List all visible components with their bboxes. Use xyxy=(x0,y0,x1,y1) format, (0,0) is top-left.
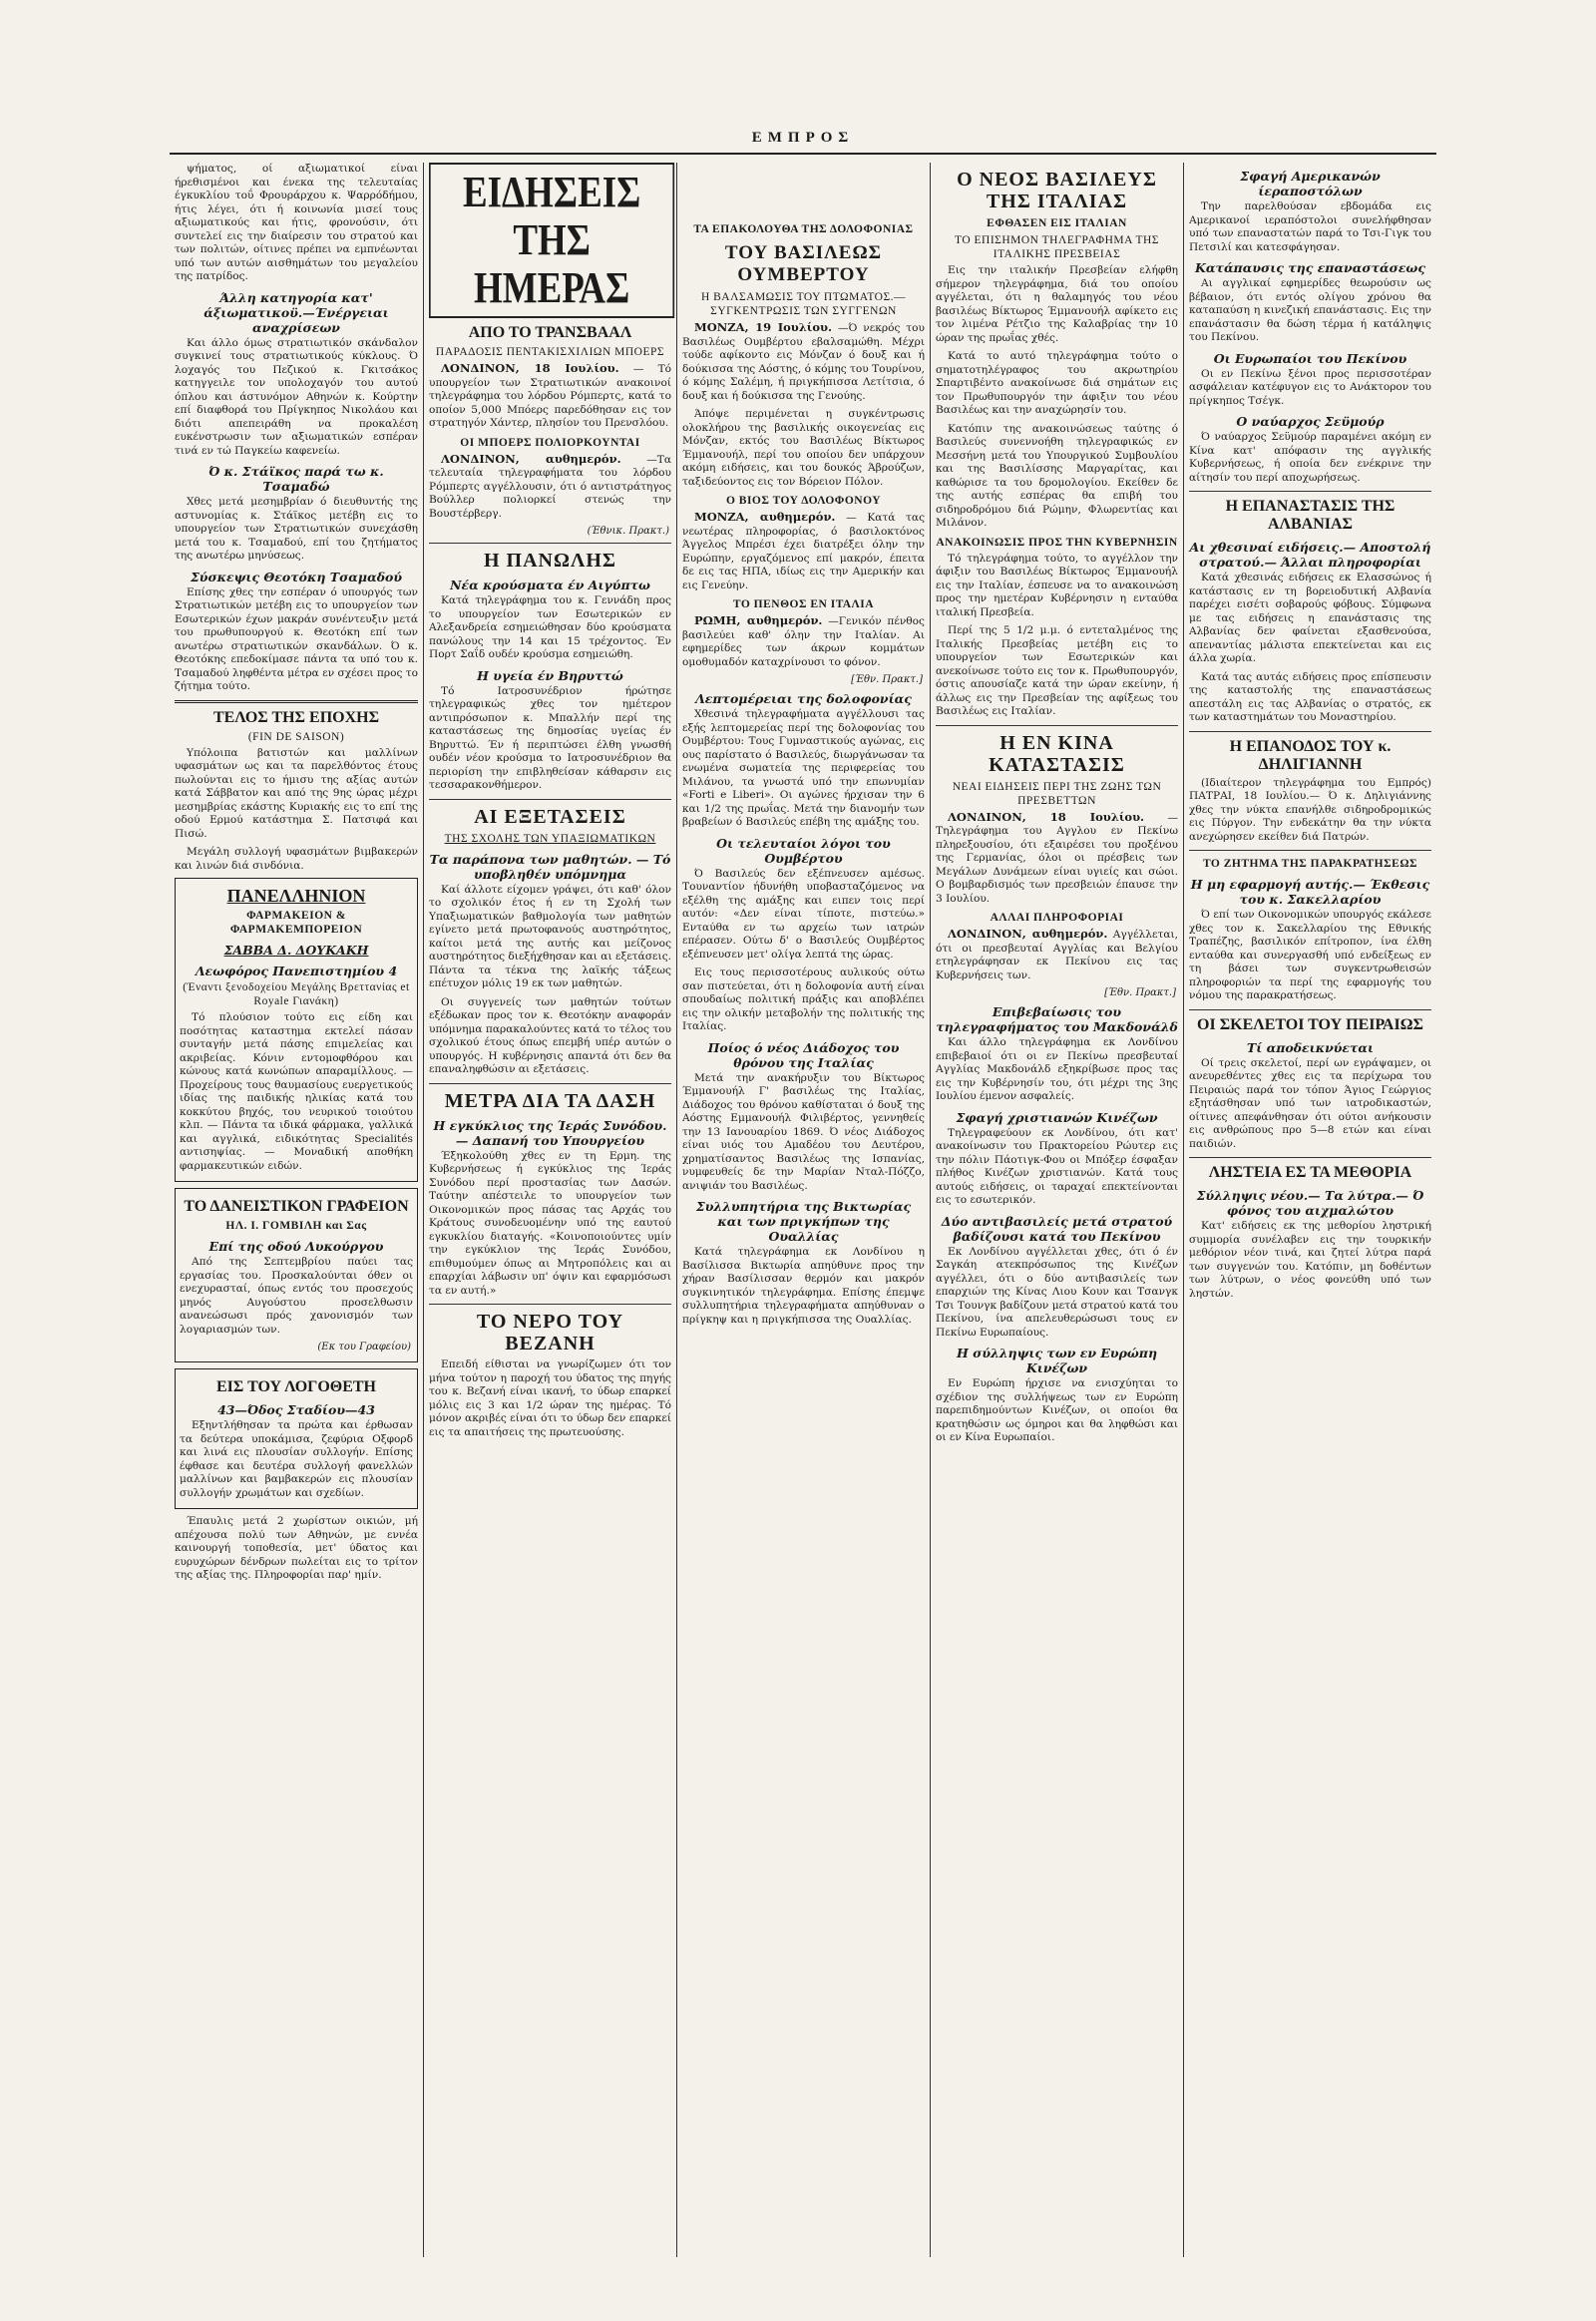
article-text: Εις τους περισσοτέρους αυλικούς ούτω σαν πιστεύεται, ότι η δολοφονία αυτή είναι σπουδαίως πολιτική πράξις και αποβλέπει εις την ολικήν μεταβολήν της πολιτικής της Ιταλίας. xyxy=(682,967,925,1032)
ad-text: Από της Σεπτεμβρίου παύει τας εργασίας του. Προσκαλούνται όθεν οι ενεχυρασταί, όπως εντός του προσεχούς μηνός Αυγούστου προσελθωσιν ανανεώσωσι πρός χανονισμόν των λογαριασμών των. xyxy=(180,1256,413,1336)
divider xyxy=(1189,1009,1431,1010)
article-text: Αι αγγλικαί εφημερίδες θεωρούσιν ως βέβαιον, ότι εντός ολίγου χρόνου θα καταπαύση η κινεζική επανάστασις. Εις την επανάστασιν θα δώση τέρμα ή κατάληψις του Πεκίνου. xyxy=(1189,277,1431,343)
subheadline: ΠΑΡΑΔΟΣΙΣ ΠΕΝΤΑΚΙΣΧΙΛΙΩΝ ΜΠΟΕΡΣ xyxy=(435,346,665,358)
article-text: Οί τρεις σκελετοί, περί ων εγράψαμεν, οι ανευρεθέντες χθες εις τα περίχωρα του Πειραιώς παρά τον τόπον Άγιος Γεώργιος εξητάσθησαν υπό των ιατροδικαστών, οίτινες απεφάνθησαν ότι ούτοι ανήκουσιν εις ανθρώπους προ 5—8 ετών και είναι παιδιών. xyxy=(1189,1056,1431,1150)
subheadline: Η υγεία έν Βηρυττώ xyxy=(477,667,623,683)
subheadline: Τα παράπονα των μαθητών. — Τό υποβληθέν υπόμνημα xyxy=(429,851,671,882)
banner-spacer xyxy=(682,163,925,220)
headline: ΟΙ ΣΚΕΛΕΤΟΙ ΤΟΥ ΠΕΙΡΑΙΩΣ xyxy=(1197,1015,1423,1033)
subheadline: Σφαγή χριστιανών Κινέζων xyxy=(956,1109,1158,1125)
subheadline: Η σύλληψις των εν Ευρώπη Κινέζων xyxy=(956,1346,1158,1375)
article-text: (Ιδιαίτερον τηλεγράφημα του Εμπρός) ΠΑΤΡΑΙ, 18 Ιουλίου.— Ό κ. Δηλιγιάννης χθες την νύκτα επανήλθε σιδηροδρομικώς εις Πύργον. Την ενδεκάτην θα την νύκτα ανεχώρησεν εκείθεν διά Πατρών. xyxy=(1189,776,1431,843)
column-4 xyxy=(930,163,1183,2257)
divider xyxy=(175,700,418,703)
headline: ΑΙ ΕΞΕΤΑΣΕΙΣ xyxy=(474,805,626,828)
article-text: Κατά τηλεγράφημα εκ Λονδίνου η Βασίλισσα Βικτωρία απηύθυνε προς την χήραν Βασίλισσαν θερμόν και μακρόν συγκινητικόν τηλεγράφημα. Επίσης έπεμψε συλλυπητήρια τηλεγραφήματα απηύθυναν ο πρίγκηψ και η πριγκήπισσα της Ουαλλίας. xyxy=(682,1246,925,1326)
headline: Σύσκεψις Θεοτόκη Τσαμαδού xyxy=(190,569,403,584)
dateline: ΛΟΝΔΙΝΟΝ, 18 Ιουλίου. xyxy=(948,809,1145,824)
subheadline: ΝΕΑΙ ΕΙΔΗΣΕΙΣ ΠΕΡΙ ΤΗΣ ΖΩΗΣ ΤΩΝ ΠΡΕΣΒΕΤΤΩΝ xyxy=(952,780,1162,807)
column-2 xyxy=(423,163,676,2257)
subheadline: Σφαγή Αμερικανών ίεραποστόλων xyxy=(1240,169,1381,198)
headline: Η ΕΠΑΝΑΣΤΑΣΙΣ ΤΗΣ ΑΛΒΑΝΙΑΣ xyxy=(1225,498,1396,533)
headline: Η ΠΑΝΩΛΗΣ xyxy=(484,550,616,572)
subheadline: ΤΟ ΕΠΙΣΗΜΟΝ ΤΗΛΕΓΡΑΦΗΜΑ ΤΗΣ ΙΤΑΛΙΚΗΣ ΠΡΕΣΒΕΙΑΣ xyxy=(955,234,1159,260)
headline: ΑΠΟ ΤΟ ΤΡΑΝΣΒΑΑΛ xyxy=(468,324,632,341)
advertisement-loan-office xyxy=(175,1188,418,1362)
article-text: Άπόψε περιμένεται η συγκέντρωσις ολοκλήρου της βασιλικής οικογενείας εις Μόνζαν, εκτός του Βασιλέως Βίκτωρος Έμμανουήλ, περί του οποίου δεν υπάρχουν ακόμη ειδήσεις, και του δουκός Άβρούζων, ταξιδεύοντος εις τον Βόρειον Πόλον. xyxy=(682,408,925,488)
column-3 xyxy=(676,163,930,2257)
subheadline: Συλλυπητήρια της Βικτωρίας και των πριγκήπων της Ουαλλίας xyxy=(695,1199,912,1244)
ad-address: Επί της οδού Λυκούργου xyxy=(208,1239,384,1254)
headline: Η ΕΠΑΝΟΔΟΣ ΤΟΥ κ. ΔΗΛΙΓΙΑΝΝΗ xyxy=(1229,737,1392,773)
ad-address-note: (Έναντι ξενοδοχείου Μεγάλης Βρεττανίας et Royale Γιανάκη) xyxy=(183,981,410,1007)
subheadline: Επιβεβαίωσις του τηλεγραφήματος του Μακδονάλδ xyxy=(936,1004,1178,1034)
ad-name: ΗΛ. Ι. ΓΟΜΒΙΛΗ και Σας xyxy=(225,1220,367,1232)
article-text: Περί της 5 1/2 μ.μ. ό εντεταλμένος της Ιταλικής Πρεσβείας μετέβη εις το υπουργείον των Εσωτερικών και ανεκοίνωσε τούτο εις τον κ. Πρωθυπουργόν, όστις απουσίαζε κατά την ώραν εκείνην, ή άλλως εις την Πρεσβείαν της αφίξεως του Βασιλέως εις Ιταλίαν. xyxy=(936,624,1178,717)
newspaper-page xyxy=(170,130,1436,2274)
subheadline: Ποίος ό νέος Διάδοχος του θρόνου της Ιταλίας xyxy=(707,1039,900,1070)
article-text: Κατά χθεσινάς ειδήσεις εκ Ελασσώνος ή κατάστασις εν τη βορειοδυτική Αλβανία παρέχει εισέτι σοβαρούς φόβους. Σύμφωνα με τας ειδήσεις η επανάστασις της Αλβανίας δεν φαίνεται εξασθενούσα, απεναντίας μάλιστα επεκτείνεται και εις άλλα χωρία. xyxy=(1189,572,1431,664)
ad-address: 43—Όδος Σταδίου—43 xyxy=(217,1402,375,1417)
ad-title: ΠΑΝΕΛΛΗΝΙΟΝ xyxy=(226,886,366,906)
columns xyxy=(170,163,1436,2257)
subheadline: ΑΝΑΚΟΙΝΩΣΙΣ ΠΡΟΣ ΤΗΝ ΚΥΒΕΡΝΗΣΙΝ xyxy=(936,536,1178,549)
article-text: Επειδή είθισται να γνωρίζωμεν ότι τον μήνα τούτον η παροχή του ύδατος της πηγής του κ. Βεζανή είναι ικανή, το ύδωρ επαρκεί μόλις εις 3 και 1/2 ώραν της ημέρας. Τό μόνον ακριβές είναι ότι το ύδωρ δεν επαρκεί εις τα απαιτήσεις της πρωτευούσης. xyxy=(429,1358,671,1438)
divider xyxy=(1189,731,1431,732)
article-text: — Τό υπουργείον των Στρατιωτικών ανακοινοί τηλεγράφημα του λόρδου Ρόμπερτς, κατά το οποίον 5,000 Μπόερς παρεδόθησαν εις τον στρατηγόν Χάντερ, πλησίον του Πρενσλόου. xyxy=(429,363,672,429)
subheadline: ΕΦΘΑΣΕΝ ΕΙΣ ΙΤΑΛΙΑΝ xyxy=(987,217,1127,229)
divider xyxy=(936,725,1178,726)
dateline: ΛΟΝΔΙΝΟΝ, αυθημερόν. xyxy=(441,451,621,466)
divider xyxy=(1189,1157,1431,1158)
article-text: —Τα τελευταία τηλεγραφήματα του λόρδου Ρόμπερτς αγγέλλουσιν, ότι ό αντιστράτηγος Βούλλερ πολιορκεί στενώς την Βουστέρβεργ. xyxy=(429,453,672,520)
article-text: Κατά τηλεγράφημα του κ. Γεννάδη προς το υπουργείον των Εσωτερικών εν Αλεξανδρεία εσημειώθησαν δύο κρούσματα πανώλους την 14 και 15 τρέχοντος. Έν Πορτ Σαΐδ ουδέν κρούσμα εσημειώθη. xyxy=(429,594,671,660)
headline: ΤΟ ΝΕΡΟ ΤΟΥ ΒΕΖΑΝΗ xyxy=(476,1311,624,1354)
dateline: ΜΟΝΖΑ, αυθημερόν. xyxy=(694,510,836,524)
article-text: Και άλλο όμως στρατιωτικόν σκάνδαλον συγκινεί τους στρατιωτικούς κύκλους. Ό λοχαγός του Πεζικού κ. Γκιτσάκος κατηγγειλε τον υπολοχαγόν του αυτού όπλου και άστυνόμον Αθηνών κ. Κούρτην επί διαφθορά του Πρίγκηπος Νικολάου και διότι απεπειράθη να προκαλέση ευκένστρωσιν των αξιωματικών εσπέραν τινά εν τώ Παγκείω καφενείω. xyxy=(175,336,418,457)
subheadline: Ο ΒΙΟΣ ΤΟΥ ΔΟΛΟΦΟΝΟΥ xyxy=(725,495,882,507)
lead-text: ψήματος, οί αξιωματικοί είναι ήρεθισμένοι και ένεκα της τελευταίας έγκυκλίου τοΰ Φρουράρχου κ. Ψαρρόδήμου, ήτις λέγει, ότι ή κοινωνία μισεί τους αξιωματικούς και ήτις, φρονούσιν, ότι συντελεί εις την διαίρεσιν του στρατού και των πολιτών, οίτινες πρέπει να εμπνέωνται υπό των αυτών αισθημάτων του μεγαλείου της πατρίδος. xyxy=(175,163,418,282)
subheadline: ΑΛΛΑΙ ΠΛΗΡΟΦΟΡΙΑΙ xyxy=(990,912,1124,924)
advertisement-logothetis xyxy=(175,1368,418,1509)
subheadline: Ο ναύαρχος Σεϋμούρ xyxy=(1236,414,1385,429)
column-1 xyxy=(170,163,423,2257)
subheadline: Η εγκύκλιος της Ίεράς Συνόδου. — Δαπανή του Υπουργείου xyxy=(433,1117,667,1148)
article-text: Εις την ιταλικήν Πρεσβείαν ελήφθη σήμερον τηλεγράφημα, διά του οποίου αγγέλεται, ότι η θαλαμηγός του νέου βασιλέως Βίκτωρος Έμμανουήλ αφίκετο εις τον λιμένα Ρέτζιο της Καλαβρίας την 10 ώραν της πρωΐας χθές. xyxy=(936,264,1178,344)
subheadline: Λεπτομέρειαι της δολοφονίας xyxy=(695,691,912,706)
byline: [Έθν. Πρακτ.] xyxy=(851,674,923,685)
ad-subtitle: ΦΑΡΜΑΚΕΙΟΝ & ΦΑΡΜΑΚΕΜΠΟΡΕΙΟΝ xyxy=(229,910,363,936)
ad-address: Λεωφόρος Πανεπιστημίου 4 xyxy=(195,964,398,978)
divider xyxy=(1189,850,1431,851)
article-text: Κατά το αυτό τηλεγράφημα τούτο ο σηματοτηλέγραφος του ακρωτηρίου Σπαρτιβέντο ανακοίνωσε διά σημάτων εις τον Πρωθυπουργόν την άφιξιν του νέου Βασιλέως και την αναχώρησίν του. xyxy=(936,350,1178,416)
subheadline: Η μη εφαρμογή αυτής.— Έκθεσις του κ. Σακελλαρίου xyxy=(1190,877,1430,907)
article-text: Την παρελθούσαν εβδομάδα εις Αμερικανοί ιεραπόστολοι συνελήφθησαν υπό των επαναστατών παρά το Τσι-Γιγκ του Πετσιλί και κατεσφάγησαν. xyxy=(1189,200,1431,253)
article-text: Μετά την ανακήρυξιν του Βίκτωρος Έμμανουήλ Γ' βασιλέως της Ιταλίας, Διάδοχος του θρόνου καθίσταται ό δουξ της Αόστης Εμμανουήλ Φιλιβέρτος, γεννηθείς την 13 Ιανουαρίου 1869. Ό νέος Διάδοχος είναι υιός του Αμαδέου του Δευτέρου, χρηματίσαντος Βασιλέως της Ισπανίας, νυμφευθείς δε την Μαρίαν Νταλ-Πόζζο, ανιψιάν του Βασιλέως. xyxy=(682,1071,925,1192)
ad-text: Τό πλούσιον τούτο εις είδη και ποσότητας καταστημα εκτελεί πάσαν συνταγήν μετά πάσης επιμελείας και ακριβείας. Κόνιν εντομοφθόρου και κώνους κατά κωνώπων απαραμίλλους. — Προχείρους τους θαυμασίους ευεργετικούς ιδίας της παιδικής ηλικίας κατά του κοκκύτου βηχός, του νευρικού τοιούτου κλπ. — Πάντα τα ιδικά φάρμακα, γαλλικά και αγγλικά, ειδικότητας Specialités αντισηψίας. — Μοναδική αποθήκη φαρμακευτικών ειδών. xyxy=(180,1011,413,1172)
headline: ΤΟ ΖΗΤΗΜΑ ΤΗΣ ΠΑΡΑΚΡΑΤΗΣΕΩΣ xyxy=(1202,858,1418,870)
ad-text: Εξηντλήθησαν τα πρώτα και έρθωσαν τα δεύτερα υποκάμισα, ζεφύρια Οξφορδ και λινά εις πλουσίαν συλλογήν. Επίσης έφθασε και δευτέρα συλλογή φανελλών μαλλίνων και βαμβακερών εις πλουσίαν συλλογήν χρωμάτων και σχεδίων. xyxy=(180,1419,413,1499)
headline: Ο ΝΕΟΣ ΒΑΣΙΛΕΥΣ ΤΗΣ ΙΤΑΛΙΑΣ xyxy=(957,169,1157,212)
article-text: Κατ' ειδήσεις εκ της μεθορίου ληστρική συμμορία συνέλαβεν εις την τουρκικήν μεθόριον νέον τινά, και ζητεί λύτρα παρά των συγγενών του. Κατόπιν, μη δοθέντων των λύτρων, ο νέος φονεύθη υπό των ληστών. xyxy=(1189,1220,1431,1300)
article-text: Μεγάλη συλλογή υφασμάτων βιμβακερών και λινών διά σινδόνια. xyxy=(175,846,418,872)
section-banner: ΕΙΔΗΣΕΙΣ ΤΗΣ ΗΜΕΡΑΣ xyxy=(429,163,674,318)
subheadline: ΤΗΣ ΣΧΟΛΗΣ ΤΩΝ ΥΠΑΞΙΩΜΑΤΙΚΩΝ xyxy=(444,832,656,845)
article-text: —Γενικόν πένθος βασιλεύει καθ' όλην την Ιταλίαν. Αι εφημερίδες των άκρων κομμάτων ομοθυμαδόν καταχρίνουσι το φόνον. xyxy=(682,615,925,668)
dateline: ΜΟΝΖΑ, 19 Ιουλίου. xyxy=(694,320,833,334)
ad-text: Έπαυλις μετά 2 χωρίστων οικιών, μή απέχουσα πολύ των Αθηνών, με εννέα καινουργή τοποθεσία, μετ' ύδατος και ευρυχώρων δένδρων πωλείται εις το τρίτον της αξίας της. Πληροφορίαι παρ' ημίν. xyxy=(175,1515,418,1581)
divider xyxy=(429,1083,671,1084)
headline: Η ΕΝ ΚΙΝΑ ΚΑΤΑΣΤΑΣΙΣ xyxy=(989,731,1125,776)
article-text: Αγγέλλεται, ότι οι πρεσβευταί Αγγλίας και Βελγίου ετηλεγράφησαν εκ Πεκίνου εις τας Κυβερνήσεις των. xyxy=(936,929,1179,981)
ad-title: ΤΟ ΔΑΝΕΙΣΤΙΚΟΝ ΓΡΑΦΕΙΟΝ xyxy=(184,1198,409,1215)
headline: ΜΕΤΡΑ ΔΙΑ ΤΑ ΔΑΣΗ xyxy=(444,1089,656,1112)
article-text: Και άλλο τηλεγράφημα εκ Λονδίνου επιβεβαιοί ότι οι εν Πεκίνω πρεσβευταί Αγγλίας Μακδονάλδ εξηκρίβωσε προς τας εις την Κυβέρνησίν του, ότι μέχρι της 3ης Ιουλίου έμενον ασφαλείς. xyxy=(936,1036,1178,1102)
subheadline: (FIN DE SAISON) xyxy=(247,730,345,743)
byline: [Έθν. Πρακτ.] xyxy=(1104,987,1176,998)
subheadline: Οι τελευταίοι λόγοι του Ουμβέρτου xyxy=(716,835,891,866)
article-text: Τό τηλεγράφημα τούτο, το αγγέλλον την άφιξιν του Βασιλέως Βίκτωρος Έμμανουήλ εις την Ιταλίαν, έσπευσε να το ανακοινώση προς την ημετέραν Κυβέρνησιν η ενταύθα ιταλική Πρεσβεία. xyxy=(936,552,1178,618)
divider xyxy=(429,1304,671,1305)
ad-title: ΕΙΣ ΤΟΥ ΛΟΓΟΘΕΤΗ xyxy=(216,1378,376,1395)
article-text: Εκ Λονδίνου αγγέλλεται χθες, ότι ό έν Σαγκάη ατεκπρόσωπος της Κινέζων αγγέλλει, ότι ο δύο αντιβασιλείς των επαρχιών της Κίνας Λιου Κουν και Τσανγκ Τσι Τουνγκ βαδίζουν μετά στρατού κατά του Πεκίνου, ίνα απελευθερώσωσι τους εν Πεκίνω Ευρωπαίους. xyxy=(936,1245,1178,1339)
article-text: Εν Ευρώπη ήρχισε να ενισχύηται το σχέδιον της συλλήψεως των εν Ευρώπη παρεπιδημούντων Κινέζων, οι οποίοι θα κρατηθώσιν ως όμηροι και θα ληφθώσι και οι εν Κίνα Ευρωπαίοι. xyxy=(936,1377,1178,1443)
article-text: Κατά τας αυτάς ειδήσεις προς επίσπευσιν της καταστολής της επαναστάσεως απεστάλη εις τας Αλβανίας ο στρατός, εκ των καταστημάτων του Μοναστηρίου. xyxy=(1189,670,1431,723)
article-text: Τηλεγραφεύουν εκ Λονδίνου, ότι κατ' ανακοίνωσιν του Πρακτορείου Ρώυτερ εις την πόλιν Πάοτιγκ-Φου οι Μπόξερ έσφαξαν πλήθος Κινέζων χριστιανών. Κατά τους αυτούς ειδήσεις, οι ταραχαί επεκτείνονται εις το εσωτερικόν. xyxy=(936,1126,1178,1206)
headline: ΛΗΣΤΕΙΑ ΕΣ ΤΑ ΜΕΘΟΡΙΑ xyxy=(1208,1164,1412,1181)
subheadline: Οι Ευρωπαίοι του Πεκίνου xyxy=(1213,350,1407,366)
article-text: Χθεσινά τηλεγραφήματα αγγέλλουσι τας εξής λεπτομερείας περί της δολοφονίας του Ουμβέρτου: Τους Γυμναστικούς αγώνας, εις ους παρίστατο ό Βασιλεύς, διωργάνωσαν τα ενωμένα σωματεία της περιφερείας του Μιλάνου, τα γνωστά υπό την επωνυμίαν «Forti e Liberi». Οι αγώνες ήρχισαν την 6 και 1/2 της πρωΐας. Μετά την διανομήν των βραβείων ό Βασιλεύς επέβη της αμάξης του. xyxy=(682,708,925,828)
advertisement-pharmacy xyxy=(175,878,418,1182)
ad-name: ΣΑΒΒΑ Δ. ΔΟΥΚΑΚΗ xyxy=(223,943,369,958)
subheadline: ΤΟ ΠΕΝΘΟΣ ΕΝ ΙΤΑΛΙΑ xyxy=(732,598,875,610)
article-text: Καί άλλοτε είχομεν γράψει, ότι καθ' όλον το σχολικόν έτος ή εν τη Σχολή των Υπαξιωματικών βαθμολογία των μαθητών εγίνετο μετά πρωτοφανούς αυστηρότητος, καίτοι μετά της αυτής και μείζονος αυστηρότητος διεξήχθησαν και αι εξετάσεις. Πάντα τα τέκνα της λαϊκής τάξεως επέτυχον μόλις 19 εκ των μαθητών. xyxy=(429,883,671,989)
ad-byline: (Εκ του Γραφείου) xyxy=(317,1342,411,1353)
article-text: — Κατά τας νεωτέρας πληροφορίας, ό βασιλοκτόνος Άγγελος Μπρέσι έχει διατρέξει όλην την Ευρώπην, εργαζόμενος επί μακρόν, έπειτα δε εις τας ΗΠΑ, ιδίως εις την Αμερικήν και εις Γενεύην. xyxy=(682,512,926,591)
subheadline: Νέα κρούσματα έν Αιγύπτω xyxy=(450,578,650,592)
column-5 xyxy=(1183,163,1436,2257)
dateline: ΛΟΝΔΙΝΟΝ, 18 Ιουλίου. xyxy=(441,361,619,375)
article-text: Χθες μετά μεσημβρίαν ό διευθυντής της αστυνομίας κ. Στάϊκος μετέβη εις το υπουργείον των Στρατιωτικών συνεχάσθη μετά του κ. Τσαμαδού, επί του ζητήματος της ανωτέρω μηνύσεως. xyxy=(175,496,418,562)
article-text: Επίσης χθες την εσπέραν ό υπουργός των Στρατιωτικών μετέβη εις το υπουργείον των Εσωτερικών έχων μακράν συνέντευξιν μετά του πρωθυπουργού κ. Θεοτόκη επί των ανωτέρω στρατιωτικών σκανδάλων. Ό κ. Θεοτόκης επεδοκίμασε πάντα τα υπό του κ. Τσαμαδού ληφθέντα μέτρα εν σχέσει προς το ζήτημα τούτο. xyxy=(175,585,418,692)
dateline: ΛΟΝΔΙΝΟΝ, αυθημερόν. xyxy=(948,927,1108,941)
subheadline: Τί αποδεικνύεται xyxy=(1246,1039,1375,1055)
article-text: Ό επί των Οικονομικών υπουργός εκάλεσε χθες τον κ. Σακελλαρίου της Εθνικής Τραπέζης, βασιλικόν επίτροπον, ίνα έλθη ενταύθα και συνεργασθή υπό ενδείξεως εν τη βάσει των συγκεντρωθεισών πληροφοριών τα περί της εφαρμογής του νόμου της παρακρατήσεως. xyxy=(1189,909,1431,1001)
article-text: — Τηλεγράφημα του Αγγλου εν Πεκίνω πληρεξουσίου, ότι εξαιρέσει του προξένου της Γερμανίας, όλοι οι πρέσβεις των Μεγάλων Δυνάμεων είναι υγιείς και σώοι. Ο βομβαρδισμός των πρεσβειών έπαυσε την 3 Ιουλίου. xyxy=(936,811,1178,905)
subheadline: Σύλληψις νέου.— Τα λύτρα.— Ό φόνος του αιχμαλώτου xyxy=(1196,1188,1424,1218)
subheadline: Δύο αντιβασιλείς μετά στρατού βαδίζουσι κατά του Πεκίνου xyxy=(941,1213,1173,1244)
subheadline: Αι χθεσιναί ειδήσεις.— Αποστολή στρατού.— Άλλαι πληροφορίαι xyxy=(1189,540,1431,570)
article-text: Οι συγγενείς των μαθητών τούτων εξέδωκαν προς τον κ. Θεοτόκην αναφοράν υπόμνημα παρακαλούντες κατά το τέλος του σχολικού έτους όπως επεμβή υπέρ αυτών ο υπουργός. Η κυβέρνησις απαντά ότι δεν θα επαναληφθώσιν αι εξετάσεις. xyxy=(429,995,671,1075)
byline: (Έθνικ. Πρακτ.) xyxy=(587,526,669,537)
divider xyxy=(429,543,671,544)
article-text: Ό Βασιλεύς δεν εξέπνευσεν αμέσως. Τουναντίον ήδυνήθη υποβασταζόμενος να εξέλθη της αμάξης και ειπεν τοις περί αυτόν: «Δεν είναι τίποτε, πιστεύω.» Ενταύθα εν τω αρχείω των ιατρών επέρασεν. Ούτω δ' ο Βασιλεύς Ουμβέρτος εξέπνευσεν μετ' ολίγα λεπτά της ώρας. xyxy=(682,867,925,961)
headline: Άλλη κατηγορία κατ' άξιωματικοϋ.—Ένέργειαι αναχρίσεων xyxy=(203,289,389,335)
dateline: ΡΩΜΗ, αυθημερόν. xyxy=(694,613,823,627)
masthead: ΕΜΠΡΟΣ xyxy=(170,130,1436,155)
supertitle: ΤΑ ΕΠΑΚΟΛΟΥΘΑ ΤΗΣ ΔΟΛΟΦΟΝΙΑΣ xyxy=(693,223,914,235)
divider xyxy=(429,799,671,800)
article-text: Κατόπιν της ανακοινώσεως ταύτης ό Βασιλεύς συνεννοήθη τηλεγραφικώς εν Μεσσήνη μετά του Υπουργικού Συμβουλίου και της Βασιλίσσης Μαργαρίτας, και καθώρισε τα του δρομολογίου. Εκείθεν δε της αυτής εσπέρας θα επιβή του σιδηροδρόμου διά Ρώμην, Φλωρεντίας και Μιλάνον. xyxy=(936,422,1178,529)
article-text: Τό Ιατροσυνέδριον ήρώτησε τηλεγραφικώς χθες τον ημέτερον αντιπρόσωπον κ. Μπαλλήν περί της καταστάσεως της δημοσίας υγείας έν Βηρυττώ. Έν ή περιπτώσει έλθη γνωσθή ουδέν νέον κρούσμα το Ιατροσυνέδριον θα περιορίση την επιβληθείσαν κάθαρσιν εις τεσσαρακονθήμερον. xyxy=(429,684,671,791)
subheadline: Η ΒΑΛΣΑΜΩΣΙΣ ΤΟΥ ΠΤΩΜΑΤΟΣ.— ΣΥΓΚΕΝΤΡΩΣΙΣ ΤΩΝ ΣΥΓΓΕΝΩΝ xyxy=(700,291,907,317)
article-text: Οι εν Πεκίνω ξένοι προς περισσοτέραν ασφάλειαν κατέφυγον εις το Ανάκτορον του πρίγκηπος Τσέγκ. xyxy=(1189,367,1431,407)
article-text: —Ό νεκρός του Βασιλέως Ουμβέρτου εβαλσαμώθη. Μέχρι τούδε αφίκοντο εις Μόνζαν ό δουξ και ή δούκισσα της Αόστης, ό κόμης του Τουρίνου, ό κόμης Σαλέμη, ή πριγκήπισσα Λετίτσια, ό δουξ και ή δούκισσα της Γενούης. xyxy=(682,322,925,402)
divider xyxy=(1189,491,1431,492)
subheadline: ΟΙ ΜΠΟΕΡΣ ΠΟΛΙΟΡΚΟΥΝΤΑΙ xyxy=(460,436,640,449)
article-text: Έξηκολούθη χθες εν τη Ερμη. της Κυβερνήσεως ή εγκύκλιος της Ίεράς Συνόδου περί προστασίας των Δασών. Ταύτην απέστειλε το υπουργείον των Οικονομικών προς πάσας τας Αρχάς του Κράτους συνοδευομένην υπό της εαυτού εγκυκλίου διαταγής. «Κοινοποιούντες υμίν την εγκύκλιον της Ίεράς Συνόδου, επιθυμούμεν όπως αι Μητροπόλεις και αι επαρχίαι λάβωσιν υπ' όψιν και εφαρμόσωσι τα εν αυτή.» xyxy=(429,1149,671,1297)
headline: Ό κ. Στάϊκος παρά τω κ. Τσαμαδώ xyxy=(208,464,384,494)
headline: ΤΟΥ ΒΑΣΙΛΕΩΣ ΟΥΜΒΕΡΤΟΥ xyxy=(724,242,883,285)
article-text: Ό ναύαρχος Σεϋμούρ παραμένει ακόμη εν Κίνα κατ' απόφασιν της αγγλικής Κυβερνήσεως, ή οποία δεν ενέκρινε την αίτησίν του περί αποχωρήσεως. xyxy=(1189,431,1431,484)
headline: ΤΕΛΟΣ ΤΗΣ ΕΠΟΧΗΣ xyxy=(212,708,380,726)
article-text: Υπόλοιπα βατιστών και μαλλίνων υφασμάτων ως και τα παρελθόντος έτους πωλούνται εις το ήμισυ της αξίας αυτών κατά Σάββατον και από της 9ης ώρας μέχρι μεσημβρίας εκάστης Κυριακής εις το επί της οδού Ερμού κατάστημα Σ. Πατσιφά και Πισώ. xyxy=(175,746,418,840)
subheadline: Κατάπαυσις της επαναστάσεως xyxy=(1195,260,1425,275)
